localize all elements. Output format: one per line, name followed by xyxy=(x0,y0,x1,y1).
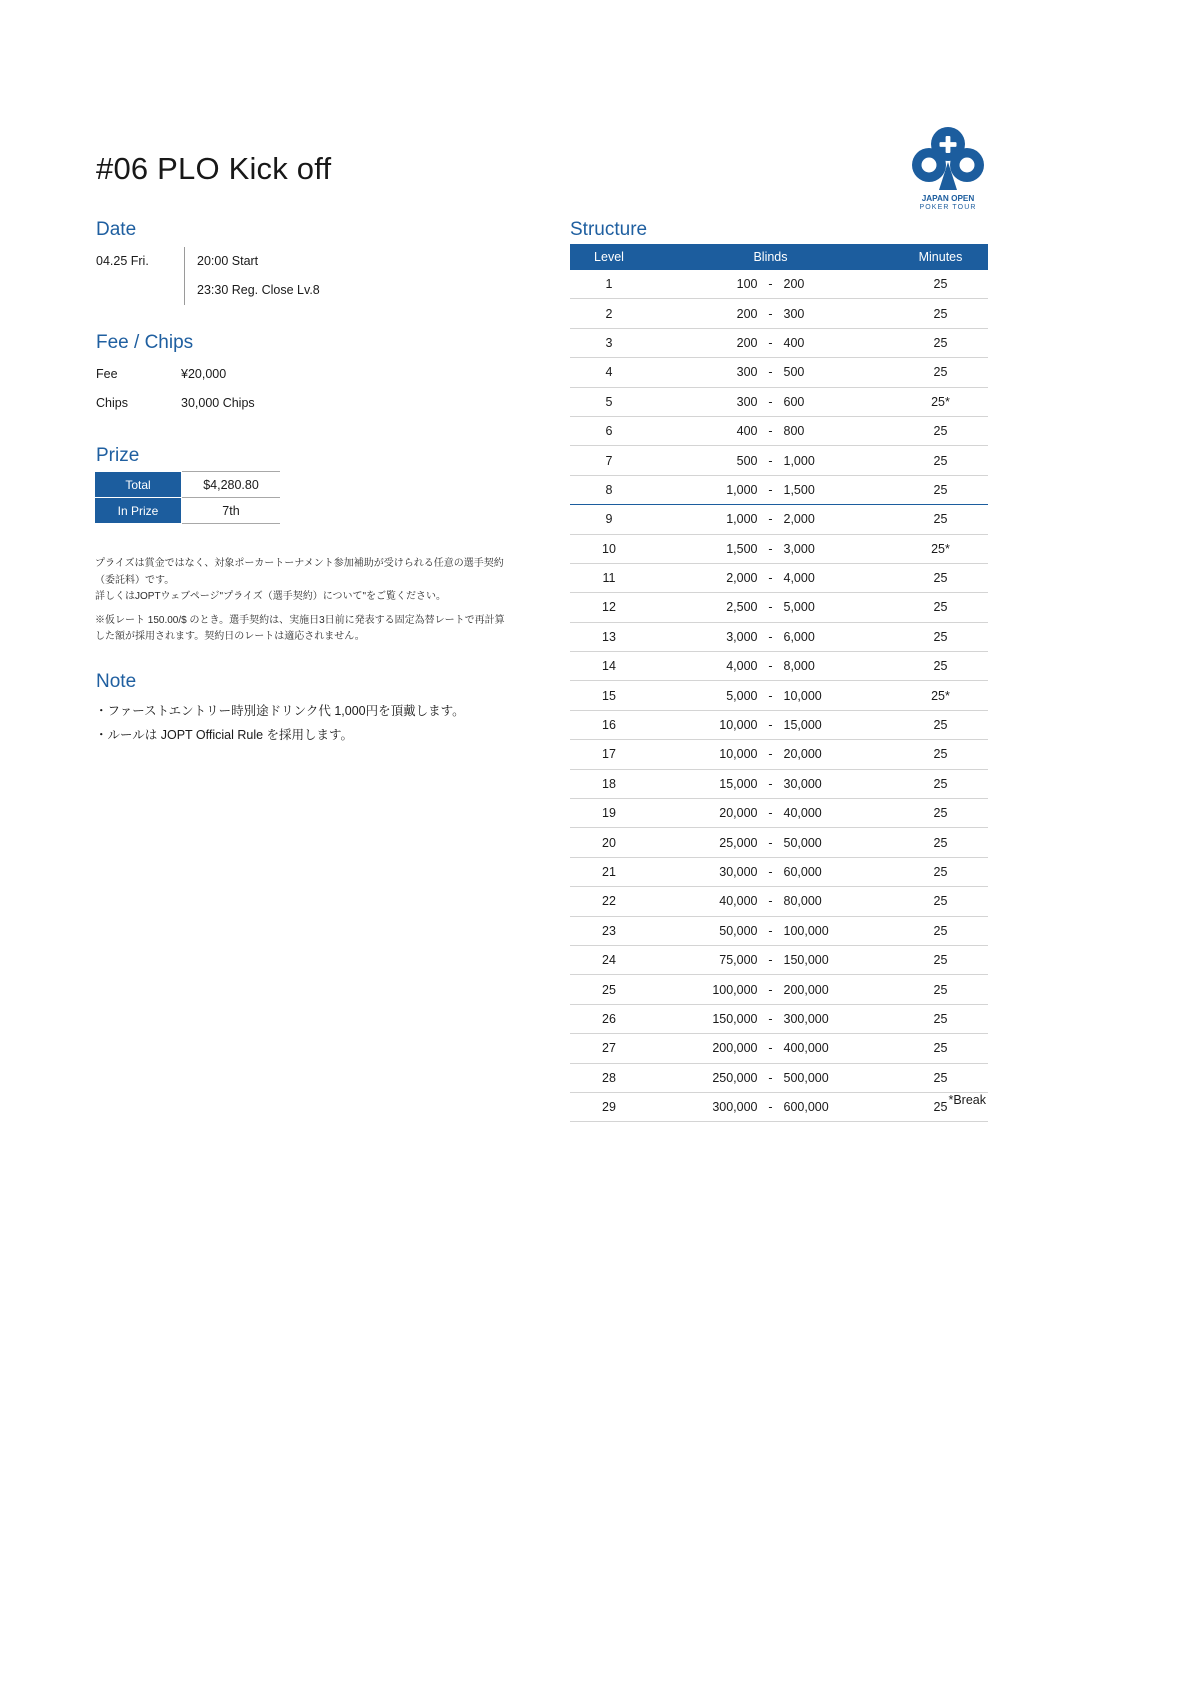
cell-level: 10 xyxy=(570,534,648,563)
big-blind: 100,000 xyxy=(783,923,829,938)
blind-separator: - xyxy=(768,1100,773,1115)
big-blind: 1,500 xyxy=(783,482,815,497)
table-row xyxy=(570,1034,988,1063)
blind-separator: - xyxy=(768,541,773,556)
cell-minutes: 25 xyxy=(893,446,988,475)
table-row xyxy=(570,799,988,828)
table-row xyxy=(570,475,988,504)
table-row xyxy=(570,1063,988,1092)
small-blind: 50,000 xyxy=(719,923,758,938)
cell-blinds xyxy=(648,1034,893,1063)
cell-level: 14 xyxy=(570,652,648,681)
table-row xyxy=(570,505,988,534)
cell-blinds xyxy=(648,828,893,857)
chips-label: Chips xyxy=(96,396,128,410)
cell-level: 22 xyxy=(570,887,648,916)
blind-separator: - xyxy=(768,806,773,821)
cell-minutes: 25 xyxy=(893,652,988,681)
blind-separator: - xyxy=(768,277,773,292)
cell-level: 29 xyxy=(570,1092,648,1121)
cell-level: 9 xyxy=(570,505,648,534)
cell-minutes: 25* xyxy=(893,387,988,416)
column-header-blinds: Blinds xyxy=(648,244,893,270)
blind-separator: - xyxy=(768,571,773,586)
cell-level: 19 xyxy=(570,799,648,828)
cell-level: 11 xyxy=(570,563,648,592)
column-header-minutes: Minutes xyxy=(893,244,988,270)
table-row xyxy=(570,270,988,299)
blind-separator: - xyxy=(768,718,773,733)
cell-blinds xyxy=(648,652,893,681)
fee-chips-block xyxy=(96,360,476,418)
cell-minutes: 25 xyxy=(893,740,988,769)
blind-separator: - xyxy=(768,865,773,879)
small-blind: 3,000 xyxy=(726,629,758,644)
cell-blinds xyxy=(648,446,893,475)
cell-blinds xyxy=(648,945,893,974)
cell-blinds xyxy=(648,622,893,651)
cell-blinds xyxy=(648,710,893,739)
blind-separator: - xyxy=(768,512,773,527)
blind-separator: - xyxy=(768,424,773,439)
cell-minutes: 25 xyxy=(893,1034,988,1063)
big-blind: 15,000 xyxy=(783,718,822,733)
blind-separator: - xyxy=(768,600,773,615)
table-row xyxy=(570,622,988,651)
blind-separator: - xyxy=(768,894,773,909)
list-item: ・ファーストエントリー時別途ドリンク代 1,000円を頂戴します。 xyxy=(95,704,465,718)
big-blind: 300 xyxy=(783,306,805,321)
cell-blinds xyxy=(648,1004,893,1033)
cell-blinds xyxy=(648,270,893,299)
cell-blinds xyxy=(648,740,893,769)
big-blind: 600,000 xyxy=(783,1100,829,1115)
small-blind: 400 xyxy=(736,424,758,439)
cell-minutes: 25 xyxy=(893,563,988,592)
chips-value: 30,000 Chips xyxy=(181,396,255,410)
cell-level: 3 xyxy=(570,328,648,357)
cell-blinds xyxy=(648,593,893,622)
big-blind: 80,000 xyxy=(783,894,822,909)
cell-minutes: 25 xyxy=(893,710,988,739)
cell-minutes: 25 xyxy=(893,769,988,798)
cell-level: 6 xyxy=(570,416,648,445)
big-blind: 50,000 xyxy=(783,835,822,850)
table-row xyxy=(570,299,988,328)
cell-minutes: 25* xyxy=(893,681,988,710)
blind-separator: - xyxy=(768,365,773,380)
table-row xyxy=(570,358,988,387)
cell-level: 28 xyxy=(570,1063,648,1092)
blind-separator: - xyxy=(768,1070,773,1085)
date-start: 20:00 Start xyxy=(184,247,320,276)
big-blind: 6,000 xyxy=(783,629,815,644)
cell-blinds xyxy=(648,887,893,916)
break-note: *Break xyxy=(948,1093,986,1107)
cell-minutes: 25 xyxy=(893,475,988,504)
blind-separator: - xyxy=(768,776,773,791)
table-row xyxy=(570,681,988,710)
small-blind: 150,000 xyxy=(712,1011,758,1026)
fineprint-line-1: プライズは賞金ではなく、対象ポーカートーナメント参加補助が受けられる任意の選手契約 xyxy=(95,558,504,569)
fineprint-line-3: 詳しくはJOPTウェブページ"プライズ（選手契約）について"をご覧ください。 xyxy=(95,591,447,602)
cell-minutes: 25 xyxy=(893,887,988,916)
table-row xyxy=(570,1004,988,1033)
cell-blinds xyxy=(648,534,893,563)
prize-total-label: Total xyxy=(95,472,182,498)
small-blind: 4,000 xyxy=(726,659,758,674)
section-heading-prize: Prize xyxy=(96,445,140,466)
big-blind: 500,000 xyxy=(783,1070,829,1085)
cell-blinds xyxy=(648,857,893,886)
table-row xyxy=(570,534,988,563)
cell-blinds xyxy=(648,328,893,357)
cell-level: 4 xyxy=(570,358,648,387)
cell-blinds xyxy=(648,916,893,945)
blind-separator: - xyxy=(768,335,773,350)
table-row xyxy=(570,828,988,857)
cell-level: 18 xyxy=(570,769,648,798)
table-row xyxy=(570,416,988,445)
big-blind: 60,000 xyxy=(783,865,822,879)
big-blind: 10,000 xyxy=(783,688,822,703)
section-heading-fee-chips: Fee / Chips xyxy=(96,332,194,353)
cell-blinds xyxy=(648,563,893,592)
big-blind: 600 xyxy=(783,394,805,409)
blind-separator: - xyxy=(768,1011,773,1026)
big-blind: 5,000 xyxy=(783,600,815,615)
blind-separator: - xyxy=(768,747,773,762)
small-blind: 300 xyxy=(736,394,758,409)
cell-level: 1 xyxy=(570,270,648,299)
small-blind: 200 xyxy=(736,335,758,350)
table-row xyxy=(570,945,988,974)
small-blind: 300 xyxy=(736,365,758,380)
cell-minutes: 25 xyxy=(893,358,988,387)
small-blind: 2,500 xyxy=(726,600,758,615)
cell-minutes: 25 xyxy=(893,1063,988,1092)
cell-level: 13 xyxy=(570,622,648,651)
cell-minutes: 25 xyxy=(893,270,988,299)
small-blind: 2,000 xyxy=(726,571,758,586)
table-row xyxy=(570,387,988,416)
big-blind: 4,000 xyxy=(783,571,815,586)
cell-level: 23 xyxy=(570,916,648,945)
big-blind: 500 xyxy=(783,365,805,380)
small-blind: 20,000 xyxy=(719,806,758,821)
list-item: ・ルールは JOPT Official Rule を採用します。 xyxy=(95,728,354,742)
big-blind: 20,000 xyxy=(783,747,822,762)
big-blind: 800 xyxy=(783,424,805,439)
cell-level: 25 xyxy=(570,975,648,1004)
cell-minutes: 25* xyxy=(893,534,988,563)
small-blind: 200 xyxy=(736,306,758,321)
big-blind: 300,000 xyxy=(783,1011,829,1026)
cell-blinds xyxy=(648,975,893,1004)
blind-separator: - xyxy=(768,482,773,497)
fineprint-line-4: ※仮レート 150.00/$ のとき。選手契約は、実施日3日前に発表する固定為替レートで再計算 xyxy=(95,614,505,626)
big-blind: 2,000 xyxy=(783,512,815,527)
date-block xyxy=(96,247,476,305)
cell-minutes: 25 xyxy=(893,1004,988,1033)
cell-blinds xyxy=(648,387,893,416)
small-blind: 10,000 xyxy=(719,747,758,762)
prize-inprize-label: In Prize xyxy=(95,498,182,524)
cell-level: 15 xyxy=(570,681,648,710)
big-blind: 1,000 xyxy=(783,453,815,468)
table-row xyxy=(570,710,988,739)
logo-line2: POKER TOUR xyxy=(919,204,977,211)
cell-level: 5 xyxy=(570,387,648,416)
cell-blinds xyxy=(648,475,893,504)
big-blind: 200,000 xyxy=(783,982,829,997)
cell-minutes: 25 xyxy=(893,299,988,328)
small-blind: 500 xyxy=(736,453,758,468)
blind-separator: - xyxy=(768,982,773,997)
table-row xyxy=(570,652,988,681)
small-blind: 40,000 xyxy=(719,894,758,909)
logo-line1: JAPAN OPEN xyxy=(921,194,975,203)
small-blind: 1,500 xyxy=(726,541,758,556)
small-blind: 100,000 xyxy=(712,982,758,997)
big-blind: 200 xyxy=(783,277,805,292)
cell-level: 8 xyxy=(570,475,648,504)
cell-minutes: 25 xyxy=(893,975,988,1004)
jopt-logo xyxy=(898,118,998,214)
big-blind: 400 xyxy=(783,335,805,350)
blind-separator: - xyxy=(768,1041,773,1056)
cell-minutes: 25 xyxy=(893,945,988,974)
section-heading-note: Note xyxy=(96,671,137,692)
section-heading-date: Date xyxy=(96,219,137,240)
cell-blinds xyxy=(648,799,893,828)
table-row xyxy=(570,563,988,592)
structure-table-body xyxy=(570,270,988,1122)
cell-level: 21 xyxy=(570,857,648,886)
big-blind: 3,000 xyxy=(783,541,815,556)
fee-value: ¥20,000 xyxy=(181,367,227,381)
blind-separator: - xyxy=(768,688,773,703)
cell-level: 20 xyxy=(570,828,648,857)
table-row xyxy=(570,446,988,475)
section-heading-structure: Structure xyxy=(570,219,648,240)
big-blind: 8,000 xyxy=(783,659,815,674)
cell-minutes: 25 xyxy=(893,1092,988,1121)
small-blind: 250,000 xyxy=(712,1070,758,1085)
cell-blinds xyxy=(648,505,893,534)
cell-minutes: 25 xyxy=(893,916,988,945)
big-blind: 150,000 xyxy=(783,953,829,968)
cell-level: 24 xyxy=(570,945,648,974)
cell-blinds xyxy=(648,358,893,387)
small-blind: 300,000 xyxy=(712,1100,758,1115)
fineprint-line-5: した額が採用されます。契約日のレートは適応されません。 xyxy=(95,631,365,642)
small-blind: 15,000 xyxy=(719,776,758,791)
table-header-row xyxy=(570,244,988,270)
prize-total-value: $4,280.80 xyxy=(182,472,281,498)
date-day: 04.25 Fri. xyxy=(96,254,149,268)
small-blind: 1,000 xyxy=(726,512,758,527)
blind-separator: - xyxy=(768,306,773,321)
small-blind: 30,000 xyxy=(719,865,758,879)
table-row xyxy=(570,857,988,886)
cell-minutes: 25 xyxy=(893,799,988,828)
column-header-level: Level xyxy=(570,244,648,270)
cell-minutes: 25 xyxy=(893,416,988,445)
table-row xyxy=(570,740,988,769)
blind-separator: - xyxy=(768,835,773,850)
cell-minutes: 25 xyxy=(893,328,988,357)
note-list xyxy=(95,699,535,747)
cell-blinds xyxy=(648,299,893,328)
structure-table xyxy=(570,244,988,1122)
cell-level: 27 xyxy=(570,1034,648,1063)
prize-table xyxy=(94,471,280,524)
small-blind: 10,000 xyxy=(719,718,758,733)
cell-level: 12 xyxy=(570,593,648,622)
table-row xyxy=(570,593,988,622)
big-blind: 30,000 xyxy=(783,776,822,791)
blind-separator: - xyxy=(768,629,773,644)
prize-inprize-value: 7th xyxy=(182,498,281,524)
table-row xyxy=(95,472,281,498)
fineprint-line-2: （委託料）です。 xyxy=(95,574,175,586)
table-row xyxy=(570,975,988,1004)
cell-level: 17 xyxy=(570,740,648,769)
small-blind: 25,000 xyxy=(719,835,758,850)
small-blind: 5,000 xyxy=(726,688,758,703)
cell-blinds xyxy=(648,681,893,710)
small-blind: 75,000 xyxy=(719,953,758,968)
table-row xyxy=(570,769,988,798)
cell-blinds xyxy=(648,1063,893,1092)
table-row xyxy=(570,328,988,357)
blind-separator: - xyxy=(768,953,773,968)
fee-label: Fee xyxy=(96,367,118,381)
table-row xyxy=(570,887,988,916)
small-blind: 200,000 xyxy=(712,1041,758,1056)
blind-separator: - xyxy=(768,659,773,674)
cell-blinds xyxy=(648,416,893,445)
prize-fineprint xyxy=(95,556,525,646)
cell-level: 2 xyxy=(570,299,648,328)
cell-level: 26 xyxy=(570,1004,648,1033)
cell-level: 7 xyxy=(570,446,648,475)
big-blind: 400,000 xyxy=(783,1041,829,1056)
cell-minutes: 25 xyxy=(893,622,988,651)
cell-minutes: 25 xyxy=(893,505,988,534)
date-reg-close: 23:30 Reg. Close Lv.8 xyxy=(184,276,320,305)
cell-level: 16 xyxy=(570,710,648,739)
blind-separator: - xyxy=(768,453,773,468)
table-row xyxy=(95,498,281,524)
page-title: #06 PLO Kick off xyxy=(96,150,332,186)
small-blind: 100 xyxy=(736,277,758,292)
cell-minutes: 25 xyxy=(893,857,988,886)
small-blind: 1,000 xyxy=(726,482,758,497)
cell-minutes: 25 xyxy=(893,593,988,622)
big-blind: 40,000 xyxy=(783,806,822,821)
cell-minutes: 25 xyxy=(893,828,988,857)
table-row xyxy=(570,916,988,945)
cell-blinds xyxy=(648,769,893,798)
blind-separator: - xyxy=(768,923,773,938)
blind-separator: - xyxy=(768,394,773,409)
